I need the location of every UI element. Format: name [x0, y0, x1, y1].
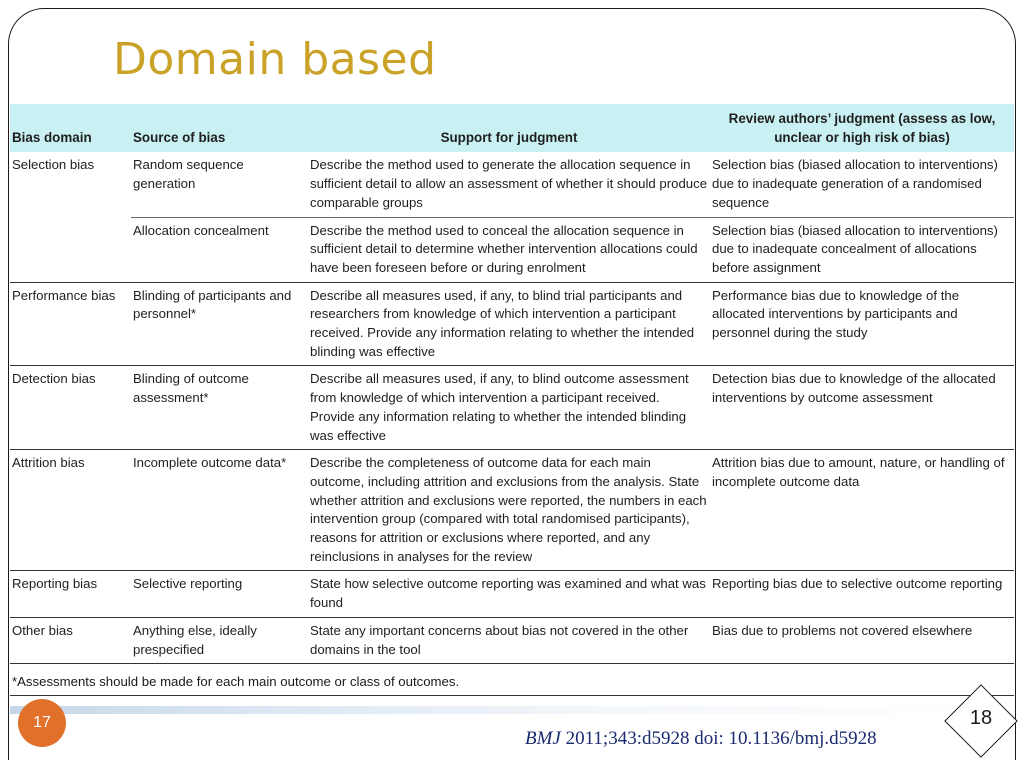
slide-number: 18 — [969, 707, 993, 729]
cell-domain: Reporting bias — [10, 571, 131, 617]
cell-source: Blinding of participants and personnel* — [131, 282, 308, 366]
header-source-of-bias: Source of bias — [133, 129, 226, 145]
cell-judgment: Attrition bias due to amount, nature, or handling of incomplete outcome data — [710, 450, 1014, 571]
header-support-for-judgment: Support for judgment — [440, 129, 578, 145]
cell-domain: Other bias — [10, 617, 131, 663]
table-header-row — [10, 104, 1014, 152]
cell-domain: Selection bias — [12, 157, 95, 173]
page-number-badge: 17 — [18, 699, 66, 747]
cell-source: Random sequence generation — [131, 152, 308, 217]
cell-source: Selective reporting — [131, 571, 308, 617]
cell-support: State any important concerns about bias not covered in the other domains in the tool — [308, 617, 710, 663]
table-row — [10, 217, 1014, 282]
cell-support: Describe the completeness of outcome data for each main outcome, including attrition and exclusions from the analysis. State whether attrition and exclusions were reported, the numbers in each intervention group (compared with total randomised participants), reasons for attrition or exclusions where reported, and any reinclusions in analyses for the review — [308, 450, 710, 571]
cell-source: Blinding of outcome assessment* — [131, 366, 308, 450]
table-row — [10, 450, 1014, 571]
cell-domain: Detection bias — [10, 366, 131, 450]
cell-judgment: Selection bias (biased allocation to interventions) due to inadequate generation of a randomised sequence — [710, 152, 1014, 217]
cell-source: Incomplete outcome data* — [131, 450, 308, 571]
citation-journal: BMJ — [525, 728, 561, 749]
slide-title: Domain based — [113, 34, 437, 85]
citation-reference: 2011;343:d5928 doi: 10.1136/bmj.d5928 — [560, 728, 877, 749]
cell-domain: Attrition bias — [10, 450, 131, 571]
cell-support: Describe all measures used, if any, to blind outcome assessment from knowledge of which intervention a participant received. Provide any information relating to whether the intended blinding was effective — [308, 366, 710, 450]
table-row — [10, 571, 1014, 617]
cell-judgment: Selection bias (biased allocation to interventions) due to inadequate concealment of allocations before assignment — [710, 217, 1014, 282]
cell-judgment: Reporting bias due to selective outcome reporting — [710, 571, 1014, 617]
table-row — [10, 282, 1014, 366]
cell-judgment: Performance bias due to knowledge of the allocated interventions by participants and personnel during the study — [710, 282, 1014, 366]
cell-support: State how selective outcome reporting was examined and what was found — [308, 571, 710, 617]
cell-domain — [10, 217, 131, 282]
table-row — [10, 366, 1014, 450]
header-review-judgment: Review authors’ judgment (assess as low, unclear or high risk of bias) — [728, 111, 996, 145]
citation — [525, 728, 877, 750]
cell-support: Describe the method used to generate the allocation sequence in sufficient detail to allow an assessment of whether it should produce comparable groups — [308, 152, 710, 217]
header-bias-domain: Bias domain — [12, 129, 92, 145]
cell-source: Allocation concealment — [131, 217, 308, 282]
risk-of-bias-table — [10, 104, 1014, 696]
cell-judgment: Detection bias due to knowledge of the allocated interventions by outcome assessment — [710, 366, 1014, 450]
table-footnote: *Assessments should be made for each main outcome or class of outcomes. — [10, 664, 1014, 696]
table-row — [10, 152, 1014, 217]
cell-support: Describe all measures used, if any, to blind trial participants and researchers from knowledge of which intervention a participant received. Provide any information relating to whether the intended blinding was effective — [308, 282, 710, 366]
table-row — [10, 617, 1014, 663]
cell-support: Describe the method used to conceal the allocation sequence in sufficient detail to determine whether intervention allocations could have been foreseen before or during enrolment — [308, 217, 710, 282]
cell-domain: Performance bias — [10, 282, 131, 366]
cell-source: Anything else, ideally prespecified — [131, 617, 308, 663]
bottom-accent-bar — [10, 706, 1010, 714]
cell-judgment: Bias due to problems not covered elsewhere — [710, 617, 1014, 663]
